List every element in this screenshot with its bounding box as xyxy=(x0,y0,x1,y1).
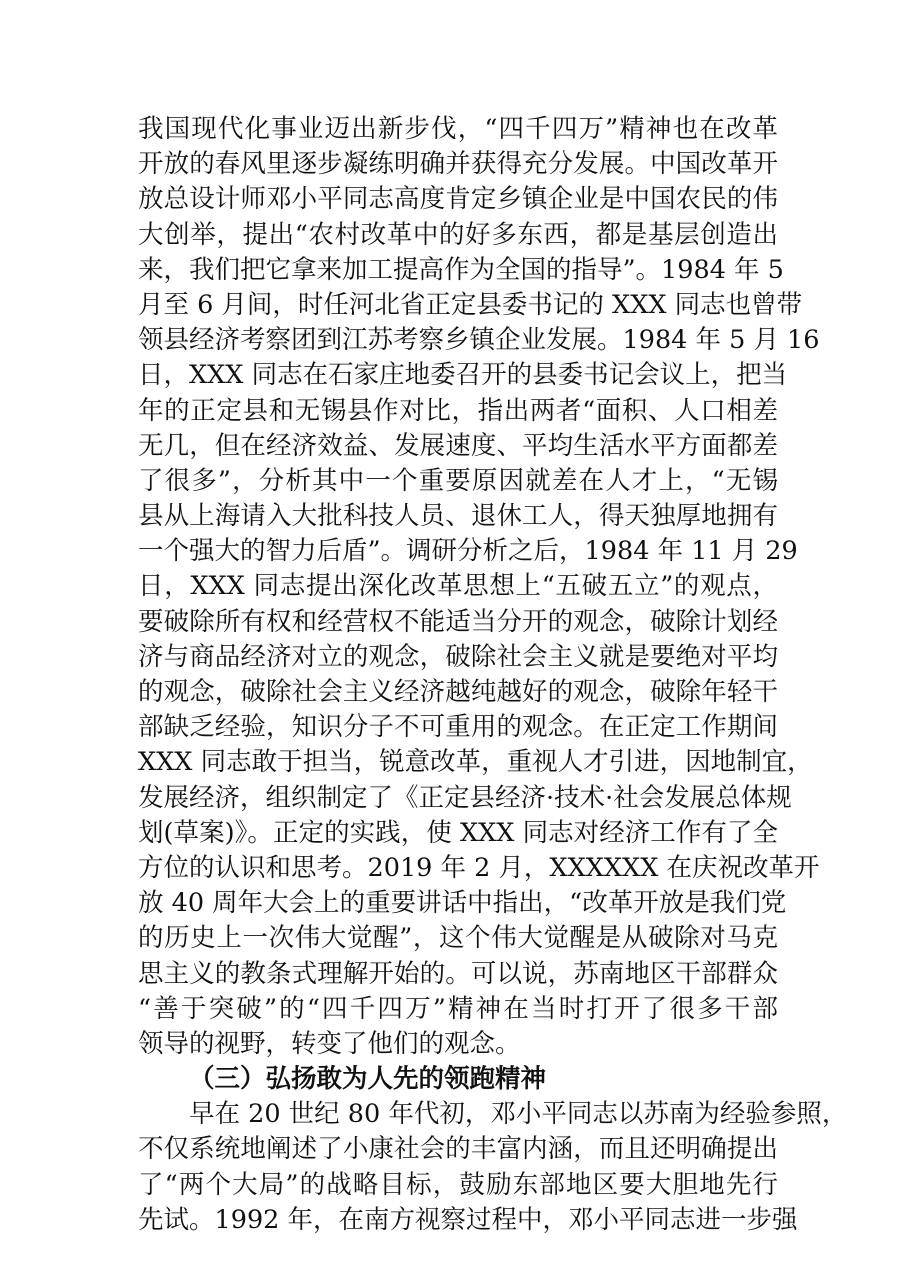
text-line: 月至 6 月间，时任河北省正定县委书记的 XXX 同志也曾带 xyxy=(138,289,803,320)
text-line: 领县经济考察团到江苏考察乡镇企业发展。1984 年 5 月 16 xyxy=(138,325,820,356)
section-heading: （三）弘扬敢为人先的领跑精神 xyxy=(189,1064,547,1095)
text-line: 的历史上一次伟大觉醒”，这个伟大觉醒是从破除对马克 xyxy=(138,923,778,954)
text-line: 早在 20 世纪 80 年代初，邓小平同志以苏南为经验参照， xyxy=(189,1099,848,1130)
text-line: 年的正定县和无锡县作对比，指出两者“面积、人口相差 xyxy=(138,395,778,426)
text-line: 了“两个大局”的战略目标，鼓励东部地区要大胆地先行 xyxy=(138,1169,778,1200)
text-line: “善于突破”的“四千四万”精神在当时打开了很多干部 xyxy=(138,993,778,1024)
text-line: 放总设计师邓小平同志高度肯定乡镇企业是中国农民的伟 xyxy=(138,184,778,215)
document-body xyxy=(138,112,848,1238)
text-line: 一个强大的智力后盾”。调研分析之后，1984 年 11 月 29 xyxy=(138,536,798,567)
text-line: 思主义的教条式理解开始的。可以说，苏南地区干部群众 xyxy=(138,958,778,989)
text-line: 方位的认识和思考。2019 年 2 月，XXXXXX 在庆祝改革开 xyxy=(138,852,820,883)
text-line: XXX 同志敢于担当，锐意改革，重视人才引进，因地制宜， xyxy=(138,747,813,778)
text-line: 开放的春风里逐步凝练明确并获得充分发展。中国改革开 xyxy=(138,149,778,180)
text-line: 县从上海请入大批科技人员、退休工人，得天独厚地拥有 xyxy=(138,501,778,532)
text-line: 部缺乏经验，知识分子不可重用的观念。在正定工作期间 xyxy=(138,712,778,743)
text-line: 先试。1992 年，在南方视察过程中，邓小平同志进一步强 xyxy=(138,1204,798,1235)
text-line: 来，我们把它拿来加工提高作为全国的指导”。1984 年 5 xyxy=(138,254,784,285)
text-line: 的观念，破除社会主义经济越纯越好的观念，破除年轻干 xyxy=(138,677,778,707)
text-line: 了很多”，分析其中一个重要原因就差在人才上，“无锡 xyxy=(138,465,778,496)
text-line: 领导的视野，转变了他们的观念。 xyxy=(138,1028,521,1059)
text-line: 不仅系统地阐述了小康社会的丰富内涵，而且还明确提出 xyxy=(138,1134,778,1165)
text-line: 放 40 周年大会上的重要讲话中指出，“改革开放是我们党 xyxy=(138,888,787,919)
paragraph-2 xyxy=(138,1097,848,1238)
text-line: 发展经济，组织制定了《正定县经济·技术·社会发展总体规 xyxy=(138,782,792,813)
text-line: 划(草案)》。正定的实践，使 XXX 同志对经济工作有了全 xyxy=(138,817,778,848)
text-line: 要破除所有权和经营权不能适当分开的观念，破除计划经 xyxy=(138,606,778,637)
text-line: 济与商品经济对立的观念，破除社会主义就是要绝对平均 xyxy=(138,641,778,672)
text-line: 大创举，提出“农村改革中的好多东西，都是基层创造出 xyxy=(138,219,778,250)
text-line: 日，XXX 同志提出深化改革思想上“五破五立”的观点， xyxy=(138,571,778,602)
paragraph-1 xyxy=(138,112,820,1062)
text-line: 无几，但在经济效益、发展速度、平均生活水平方面都差 xyxy=(138,430,778,461)
text-line: 我国现代化事业迈出新步伐，“四千四万”精神也在改革 xyxy=(138,114,778,144)
text-line: 日，XXX 同志在石家庄地委召开的县委书记会议上，把当 xyxy=(138,360,788,391)
